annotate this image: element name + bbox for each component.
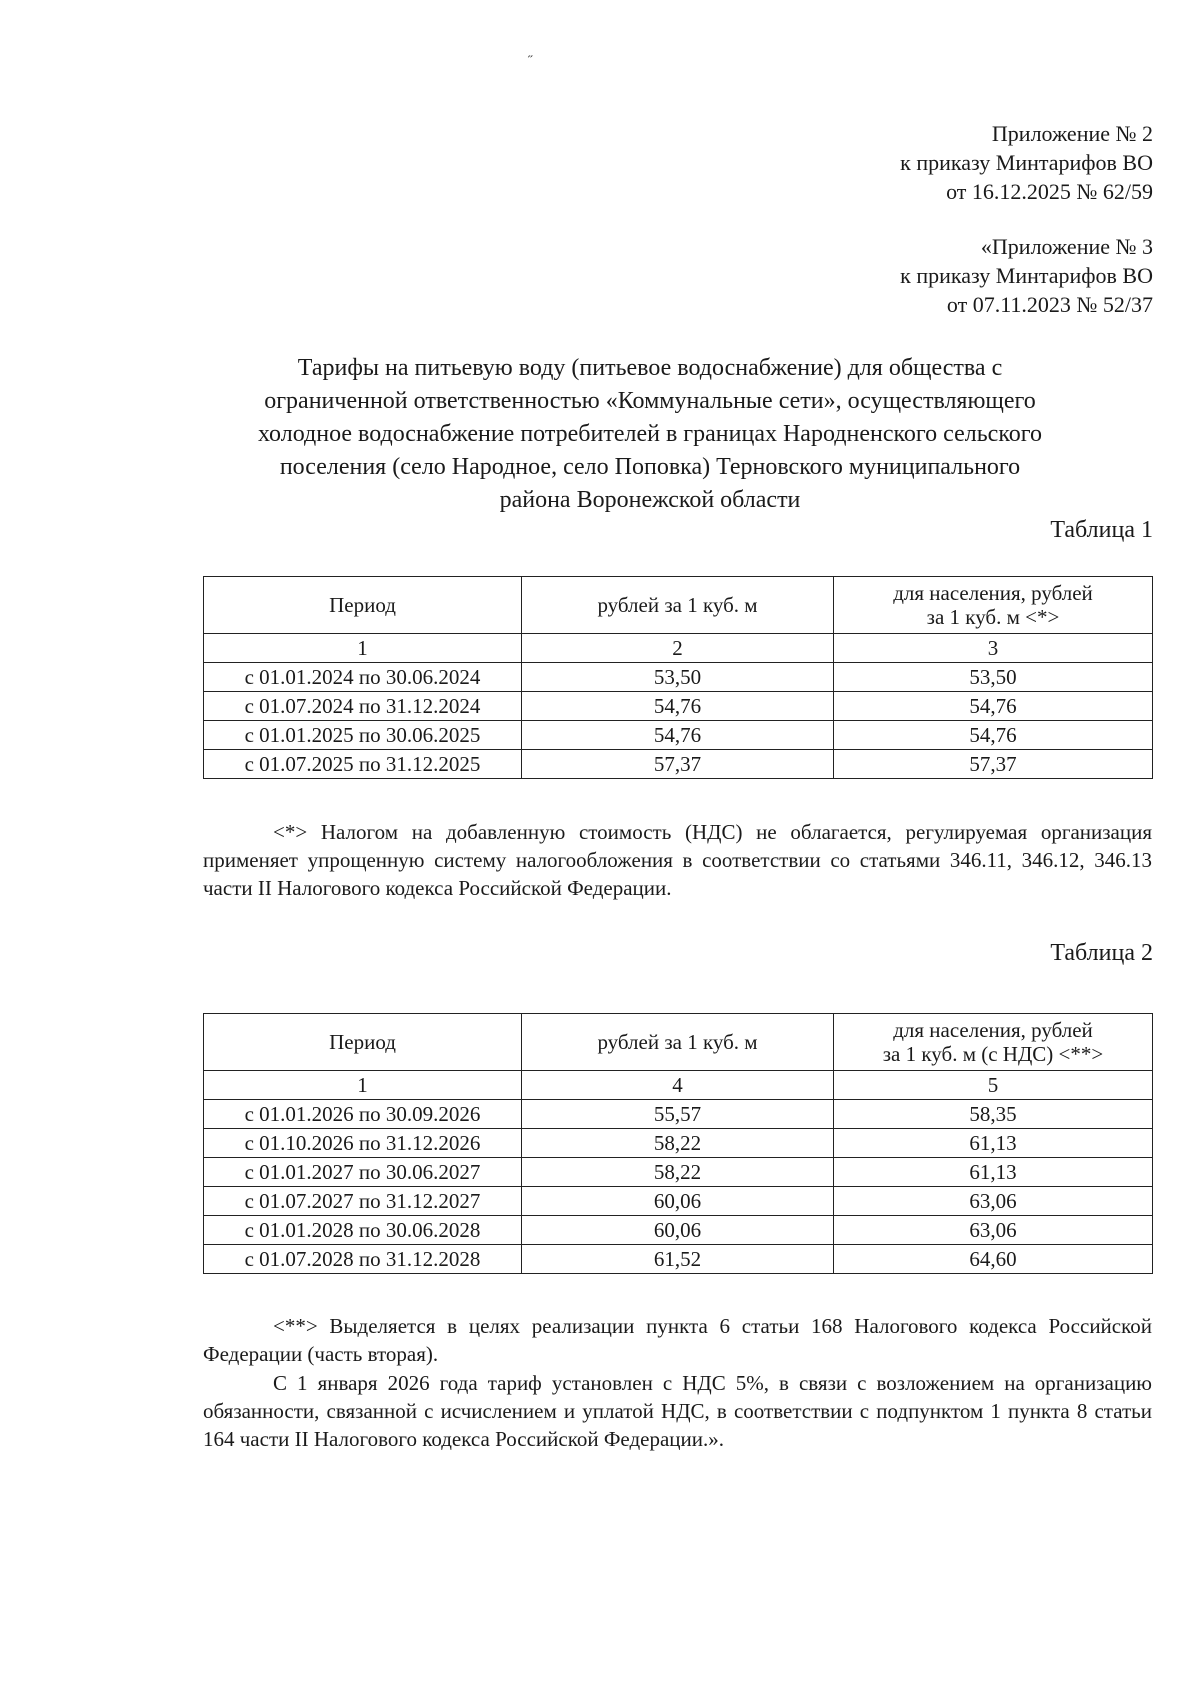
population-cell: 54,76	[834, 721, 1153, 750]
rub-cell: 60,06	[522, 1216, 834, 1245]
appendix-header-current	[900, 119, 1153, 206]
appendix-number: «Приложение № 3	[980, 234, 1153, 259]
period-cell: с 01.07.2024 по 31.12.2024	[204, 692, 522, 721]
period-cell: с 01.07.2028 по 31.12.2028	[204, 1245, 522, 1274]
appendix-header-amended	[900, 232, 1153, 319]
table-row	[204, 721, 1153, 750]
header-population	[834, 577, 1153, 634]
population-cell: 63,06	[834, 1187, 1153, 1216]
table-2-caption: Таблица 2	[1050, 940, 1153, 966]
header-population-line: за 1 куб. м (с НДС) <**>	[882, 1042, 1104, 1066]
table-row	[204, 1129, 1153, 1158]
title-line: Тарифы на питьевую воду (питьевое водоснабжение) для общества с	[297, 355, 1003, 381]
column-number: 5	[834, 1071, 1153, 1100]
period-cell: с 01.01.2025 по 30.06.2025	[204, 721, 522, 750]
table-row	[204, 1245, 1153, 1274]
rub-cell: 58,22	[522, 1129, 834, 1158]
header-period: Период	[204, 1014, 522, 1071]
vat-rate-paragraph: С 1 января 2026 года тариф установлен с НДС 5%, в связи с возложением на организацию обязанности, связанной с исчислением и уплатой НДС, в соответствии с подпунктом 1 пункта 8 статьи 164 части II Налогового кодекса Российской Федерации.».	[203, 1371, 1152, 1451]
rub-cell: 57,37	[522, 750, 834, 779]
population-cell: 61,13	[834, 1129, 1153, 1158]
table-1-caption: Таблица 1	[1050, 517, 1153, 543]
header-population	[834, 1014, 1153, 1071]
appendix-order-date: от 07.11.2023 № 52/37	[946, 292, 1153, 317]
rub-cell: 61,52	[522, 1245, 834, 1274]
table-row	[204, 750, 1153, 779]
column-number: 1	[204, 1071, 522, 1100]
period-cell: с 01.01.2027 по 30.06.2027	[204, 1158, 522, 1187]
population-cell: 53,50	[834, 663, 1153, 692]
appendix-order-ref: к приказу Минтарифов ВО	[900, 150, 1153, 175]
population-cell: 57,37	[834, 750, 1153, 779]
table-row	[204, 1216, 1153, 1245]
column-number-row	[204, 634, 1153, 663]
header-population-line: для населения, рублей	[893, 581, 1093, 605]
population-cell: 54,76	[834, 692, 1153, 721]
column-number-row	[204, 1071, 1153, 1100]
rub-cell: 54,76	[522, 721, 834, 750]
title-line: района Воронежской области	[499, 487, 801, 513]
table-row	[204, 1187, 1153, 1216]
column-number: 2	[522, 634, 834, 663]
title-line: поселения (село Народное, село Поповка) Терновского муниципального	[279, 454, 1021, 480]
population-cell: 61,13	[834, 1158, 1153, 1187]
footnote-vat-exempt: <*> Налогом на добавленную стоимость (НДС) не облагается, регулируемая организация применяет упрощенную систему налогообложения в соответствии со статьями 346.11, 346.12, 346.13 части II Налогового кодекса Российской Федерации.	[203, 820, 1152, 900]
table-header-row	[204, 1014, 1153, 1071]
table-row	[204, 663, 1153, 692]
period-cell: с 01.10.2026 по 31.12.2026	[204, 1129, 522, 1158]
population-cell: 63,06	[834, 1216, 1153, 1245]
header-period: Период	[204, 577, 522, 634]
rub-cell: 58,22	[522, 1158, 834, 1187]
tariff-table-2	[203, 1013, 1153, 1274]
appendix-number: Приложение № 2	[991, 121, 1153, 146]
footnote-vat-included: <**> Выделяется в целях реализации пункта 6 статьи 168 Налогового кодекса Российской Федерации (часть вторая).	[203, 1314, 1152, 1366]
header-population-line: для населения, рублей	[893, 1018, 1093, 1042]
title-line: ограниченной ответственностью «Коммунальные сети», осуществляющего	[264, 388, 1036, 414]
period-cell: с 01.01.2028 по 30.06.2028	[204, 1216, 522, 1245]
header-rub-per-m3: рублей за 1 куб. м	[522, 1014, 834, 1071]
column-number: 3	[834, 634, 1153, 663]
table-row	[204, 1100, 1153, 1129]
scan-mark: ˶	[528, 48, 533, 63]
header-rub-per-m3: рублей за 1 куб. м	[522, 577, 834, 634]
period-cell: с 01.01.2024 по 30.06.2024	[204, 663, 522, 692]
rub-cell: 54,76	[522, 692, 834, 721]
population-cell: 58,35	[834, 1100, 1153, 1129]
period-cell: с 01.07.2025 по 31.12.2025	[204, 750, 522, 779]
column-number: 4	[522, 1071, 834, 1100]
header-population-line: за 1 куб. м <*>	[926, 605, 1060, 629]
table-row	[204, 1158, 1153, 1187]
appendix-order-date: от 16.12.2025 № 62/59	[946, 179, 1153, 204]
population-cell: 64,60	[834, 1245, 1153, 1274]
rub-cell: 60,06	[522, 1187, 834, 1216]
rub-cell: 55,57	[522, 1100, 834, 1129]
title-line: холодное водоснабжение потребителей в границах Народненского сельского	[257, 421, 1043, 447]
appendix-order-ref: к приказу Минтарифов ВО	[900, 263, 1153, 288]
tariff-table-1	[203, 576, 1153, 779]
document-title	[190, 352, 1110, 517]
table-row	[204, 692, 1153, 721]
column-number: 1	[204, 634, 522, 663]
period-cell: с 01.01.2026 по 30.09.2026	[204, 1100, 522, 1129]
rub-cell: 53,50	[522, 663, 834, 692]
period-cell: с 01.07.2027 по 31.12.2027	[204, 1187, 522, 1216]
table-header-row	[204, 577, 1153, 634]
